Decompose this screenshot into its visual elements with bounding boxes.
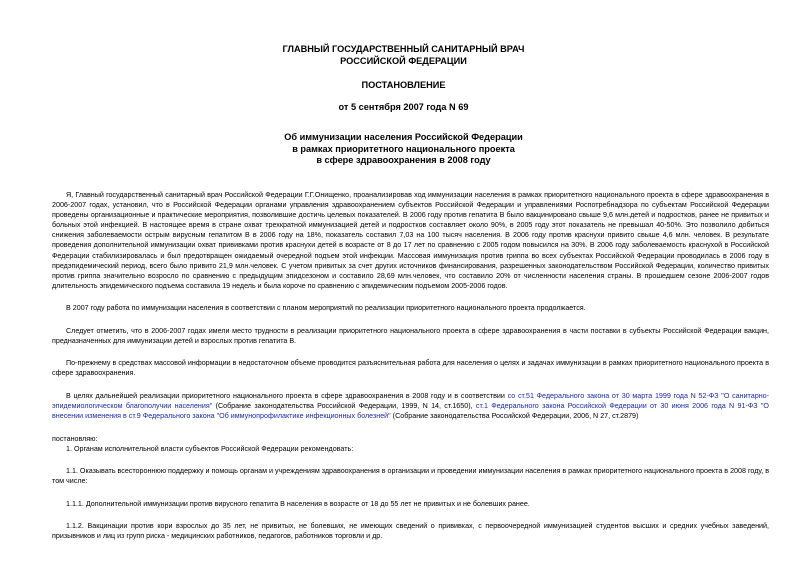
paragraph-difficulties: Следует отметить, что в 2006-2007 годах имели место трудности в реализации приоритетного национального проекта в сфере здравоохранения в части поставки в субъекты Российской Федерации вакцин, предназначенных для иммунизации детей и взрослых против гепатита В. bbox=[52, 326, 769, 345]
document-date-number: от 5 сентября 2007 года N 69 bbox=[338, 102, 469, 112]
paragraph-media: По-прежнему в средствах массовой информации в недостаточном объеме проводится разъяснительная работа для населения о целях и задачах иммунизации в рамках приоритетного национального проекта в сфере здравоохранения. bbox=[52, 359, 769, 378]
title-line-3: в сфере здравоохранения в 2008 году bbox=[316, 155, 491, 165]
legal-basis-text-c: (Собрание законодательства Российской Федерации, 2006, N 27, ст.2879) bbox=[390, 412, 639, 421]
document-body bbox=[52, 190, 769, 554]
paragraph-item-1: 1. Органам исполнительной власти субъектов Российской Федерации рекомендовать: bbox=[66, 444, 354, 453]
link-federal-law-91[interactable]: ст.1 Федерального закона Российской Федерации от 30 июня 2006 года N 91-ФЗ "О внесении изменения в ст.9 Федерального закона "Об иммунопрофилактике инфекционных болезней" bbox=[52, 402, 769, 421]
issuer-heading bbox=[0, 44, 807, 67]
legal-basis-text-b: (Собрание законодательства Российской Федерации, 1999, N 14, ст.1650), bbox=[212, 402, 476, 411]
legal-basis-text-a: В целях дальнейшей реализации приоритетного национального проекта в сфере здравоохранения в 2008 году и в соответствии bbox=[66, 391, 508, 400]
paragraph-item-1-1-2: 1.1.2. Вакцинации против кори взрослых до 35 лет, не привитых, не болевших, не имеющих сведений о прививках, с первоочередной иммунизацией студентов высших и средних учебных заведений, призывников и лиц из групп риска - медицинских работников, педагогов, работников торговли и др. bbox=[52, 522, 769, 541]
issuer-line-1: ГЛАВНЫЙ ГОСУДАРСТВЕННЫЙ САНИТАРНЫЙ ВРАЧ bbox=[282, 44, 525, 54]
paragraph-item-1-1: 1.1. Оказывать всестороннюю поддержку и помощь органам и учреждениям здравоохранения в организации и проведении иммунизации населения в рамках приоритетного национального проекта в 2008 году, в том числе: bbox=[52, 467, 769, 486]
issuer-line-2: РОССИЙСКОЙ ФЕДЕРАЦИИ bbox=[340, 55, 467, 66]
paragraph-2007-work: В 2007 году работа по иммунизации населения в соответствии с планом мероприятий по реализации приоритетного национального проекта продолжается. bbox=[66, 304, 586, 313]
link-federal-law-52[interactable]: со ст.51 Федерального закона от 30 марта 1999 года N 52-ФЗ "О санитарно-эпидемиологическом благополучии населения" bbox=[52, 391, 769, 411]
title-line-1: Об иммунизации населения Российской Федерации bbox=[284, 132, 523, 142]
paragraph-resolve: постановляю: bbox=[52, 434, 98, 443]
title-line-2: в рамках приоритетного национального проекта bbox=[292, 143, 515, 154]
paragraph-preamble: Я, Главный государственный санитарный врач Российской Федерации Г.Г.Онищенко, проанализировав ход иммунизации населения в рамках приоритетного национального проекта в сфере здравоохранения в 2006-2007 годах, установил, что в Российской Федерации органами управления здравоохранением субъектов Российской Федерации и управлениями Роспотребнадзора по субъектам Российской Федерации проведены организационные и практические мероприятия, позволившие достичь целевых показателей. В 2006 году против гепатита В было вакцинировано свыше 9,6 млн.детей и подростков, ранее не привитых и больных этой инфекцией. В настоящее время в стране охват трехкратной иммунизацией детей и подростков составляет около 90%, в 2005 году этот показатель не превышал 40-50%. Это позволило добиться снижения заболеваемости острым вирусным гепатитом В в 2006 году на 18%, показатель составил 7,03 на 100 тысяч населения. В 2006 году против краснухи привито свыше 4,6 млн. человек. В результате проведения дополнительной иммунизации охват прививками против краснухи детей в возрасте от 8 до 17 лет по сравнению с 2005 годом повысился на 30%. В 2006 году заболеваемость краснухой в Российской Федерации стабилизировалась и был предотвращен ожидаемый очередной подъем этой инфекции. Массовая иммунизация против гриппа во всех субъектах Российской Федерации проводилась в 2006 году в предэпидемический период, всего было привито 21,9 млн.человек. С учетом привитых за счет других источников финансирования, разрешенных законодательством Российской Федерации, количество привитых против гриппа значительно возросло по сравнению с предыдущим эпидсезоном и составило 28,69 млн.человек, что составило 20% от численности населения страны. В прошедшем сезоне 2006-2007 годов длительность эпидемического подъема составила 19 недель и была короче по сравнению с эпидемическим подъемом 2005-2006 годов. bbox=[52, 191, 769, 290]
paragraph-legal-basis bbox=[52, 391, 769, 421]
document-title bbox=[0, 132, 807, 167]
document-type: ПОСТАНОВЛЕНИЕ bbox=[361, 80, 446, 90]
paragraph-item-1-1-1: 1.1.1. Дополнительной иммунизации против вирусного гепатита В населения в возрасте от 18 до 55 лет не привитых и не болевших ранее. bbox=[66, 499, 530, 508]
